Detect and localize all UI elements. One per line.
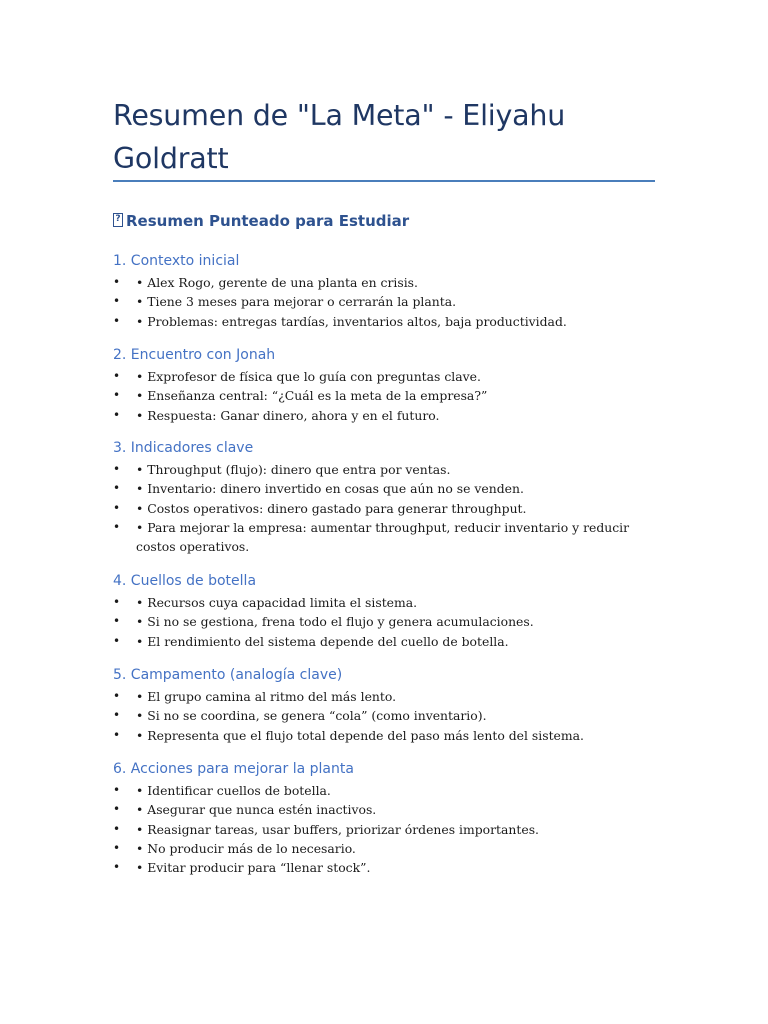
list-item	[113, 367, 671, 386]
list-item-text: • Costos operativos: dinero gastado para generar throughput.	[136, 500, 527, 516]
list-item-text: • Identificar cuellos de botella.	[136, 783, 331, 798]
list-item-text: • El grupo camina al ritmo del más lento.	[136, 689, 397, 704]
bullet-list	[113, 367, 673, 425]
section-heading: 2. Encuentro con Jonah	[113, 347, 276, 363]
list-item-text: • Para mejorar la empresa: aumentar throughput, reducir inventario y reducir costos operativos.	[136, 519, 630, 555]
list-item	[113, 273, 671, 292]
bullet-icon: •	[113, 275, 121, 289]
bullet-icon: •	[113, 633, 121, 648]
bullet-icon: •	[113, 821, 121, 836]
section-6	[113, 760, 673, 877]
bullet-icon: •	[113, 462, 121, 476]
bullet-icon: •	[113, 614, 121, 629]
bullet-icon: •	[113, 840, 121, 855]
bullet-icon: •	[113, 727, 121, 742]
document-subtitle	[113, 212, 409, 230]
list-item	[113, 518, 671, 557]
section-heading: 5. Campamento (analogía clave)	[113, 667, 343, 683]
bullet-icon: •	[113, 595, 121, 609]
list-item	[113, 839, 671, 858]
section-4	[113, 572, 673, 651]
list-item-text: • El rendimiento del sistema depende del cuello de botella.	[136, 633, 509, 649]
bullet-icon: •	[113, 519, 121, 534]
list-item	[113, 479, 671, 498]
section-5	[113, 666, 673, 745]
list-item-text: • No producir más de lo necesario.	[136, 840, 356, 856]
list-item-text: • Si no se gestiona, frena todo el flujo y genera acumulaciones.	[136, 614, 534, 630]
list-item-text: • Asegurar que nunca estén inactivos.	[136, 802, 377, 818]
bullet-list	[113, 273, 673, 331]
bullet-list	[113, 460, 673, 556]
bullet-icon: •	[113, 500, 121, 515]
bullet-icon: •	[113, 708, 121, 723]
list-item-text: • Tiene 3 meses para mejorar o cerrarán la planta.	[136, 294, 457, 310]
bullet-list	[113, 593, 673, 651]
section-heading: 3. Indicadores clave	[113, 440, 254, 456]
list-item-text: • Respuesta: Ganar dinero, ahora y en el futuro.	[136, 407, 440, 423]
bullet-list	[113, 781, 673, 877]
bullet-icon: •	[113, 313, 121, 328]
bullet-list	[113, 687, 673, 745]
section-1	[113, 252, 673, 331]
list-item-text: • Reasignar tareas, usar buffers, priorizar órdenes importantes.	[136, 821, 539, 837]
list-item	[113, 820, 671, 839]
list-item-text: • Representa que el flujo total depende del paso más lento del sistema.	[136, 727, 584, 743]
bullet-icon: •	[113, 783, 121, 797]
list-item	[113, 386, 671, 405]
list-item-text: • Exprofesor de física que lo guía con preguntas clave.	[136, 369, 481, 384]
list-item	[113, 612, 671, 631]
list-item	[113, 632, 671, 651]
title-underline	[113, 180, 655, 182]
bullet-icon: •	[113, 407, 121, 422]
bullet-icon: •	[113, 481, 121, 496]
list-item-text: • Inventario: dinero invertido en cosas que aún no se venden.	[136, 481, 524, 497]
list-item-text: • Evitar producir para “llenar stock”.	[136, 860, 371, 876]
bullet-icon: •	[113, 294, 121, 309]
bullet-icon: •	[113, 860, 121, 875]
bullet-icon: •	[113, 369, 121, 383]
list-item	[113, 593, 671, 612]
list-item	[113, 406, 671, 425]
list-item	[113, 687, 671, 706]
section-heading: 4. Cuellos de botella	[113, 573, 257, 589]
list-item	[113, 460, 671, 479]
list-item	[113, 312, 671, 331]
list-item-text: • Problemas: entregas tardías, inventarios altos, baja productividad.	[136, 313, 567, 329]
list-item	[113, 726, 671, 745]
list-item-text: • Enseñanza central: “¿Cuál es la meta de la empresa?”	[136, 388, 488, 404]
list-item	[113, 781, 671, 800]
list-item-text: • Si no se coordina, se genera “cola” (como inventario).	[136, 708, 487, 724]
list-item	[113, 292, 671, 311]
section-heading: 6. Acciones para mejorar la planta	[113, 761, 354, 777]
document-title: Resumen de "La Meta" - Eliyahu Goldratt	[113, 99, 566, 175]
bullet-icon: •	[113, 689, 121, 703]
missing-glyph-icon	[113, 213, 123, 227]
list-item	[113, 706, 671, 725]
subtitle-text: Resumen Punteado para Estudiar	[126, 212, 410, 230]
list-item-text: • Alex Rogo, gerente de una planta en crisis.	[136, 275, 418, 290]
list-item-text: • Throughput (flujo): dinero que entra por ventas.	[136, 462, 451, 477]
bullet-icon: •	[113, 388, 121, 403]
list-item-text: • Recursos cuya capacidad limita el sistema.	[136, 595, 418, 610]
section-3	[113, 439, 673, 556]
section-heading: 1. Contexto inicial	[113, 253, 240, 269]
bullet-icon: •	[113, 802, 121, 817]
section-2	[113, 346, 673, 425]
list-item	[113, 858, 671, 877]
list-item	[113, 499, 671, 518]
list-item	[113, 800, 671, 819]
